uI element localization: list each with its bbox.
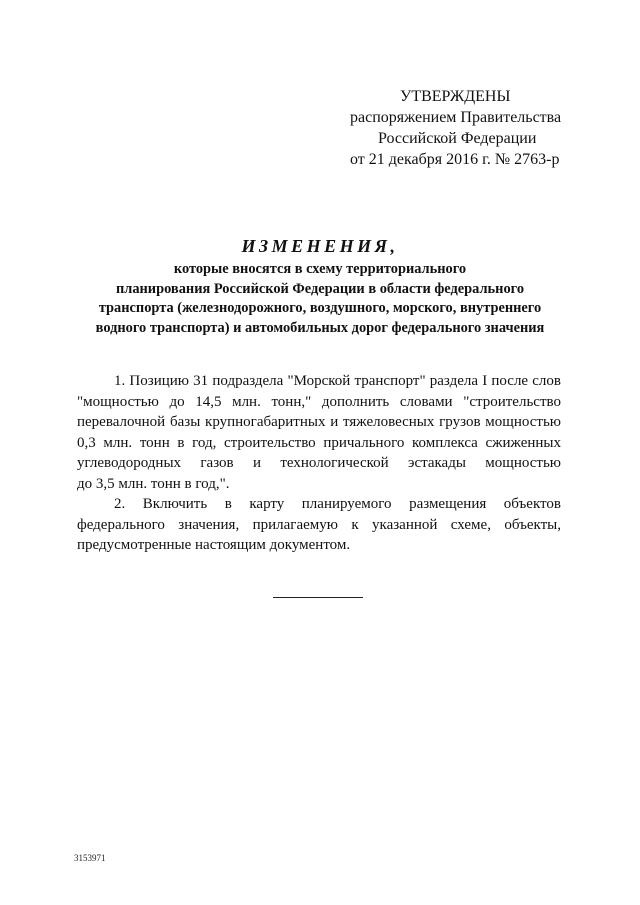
subtitle-line: транспорта (железнодорожного, воздушного, морского, внутреннего: [98, 300, 542, 316]
approval-line-federation: Российской Федерации: [378, 130, 537, 147]
paragraph-1-line: "мощностью до 14,5 млн. тонн," дополнить словами "строительство: [77, 393, 561, 410]
paragraph-1-line: углеводородных газов и технологической эстакады мощностью: [77, 455, 561, 471]
paragraph-1-line: 0,3 млн. тонн в год, строительство причального комплекса сжиженных: [77, 434, 561, 451]
approval-heading: УТВЕРЖДЕНЫ: [400, 88, 511, 105]
approval-line-decree: распоряжением Правительства: [350, 109, 562, 126]
document-title: ИЗМЕНЕНИЯ,: [241, 236, 399, 256]
paragraph-1-line: 1. Позицию 31 подраздела "Морской транспорт" раздела I после слов: [114, 373, 561, 389]
paragraph-2-line: 2. Включить в карту планируемого размещения объектов: [114, 496, 561, 512]
approval-line-date-number: от 21 декабря 2016 г. № 2763-р: [350, 151, 560, 168]
end-separator-line: [273, 597, 363, 598]
subtitle-line: водного транспорта) и автомобильных дорог федерального значения: [95, 319, 545, 336]
paragraph-2-line: предусмотренные настоящим документом.: [77, 537, 351, 553]
document-code: 3153971: [74, 853, 106, 863]
subtitle-line: которые вносятся в схему территориального: [173, 261, 467, 277]
document-body: [77, 371, 561, 556]
subtitle-line: планирования Российской Федерации в области федерального: [115, 280, 525, 297]
approval-block: [318, 86, 578, 170]
paragraph-1-line: перевалочной базы крупногабаритных и тяжеловесных грузов мощностью: [77, 414, 561, 430]
paragraph-2-line: федерального значения, прилагаемую к указанной схеме, объекты,: [77, 516, 561, 533]
paragraph-1-line: до 3,5 млн. тонн в год,".: [77, 475, 230, 492]
document-subtitle: [60, 260, 580, 338]
